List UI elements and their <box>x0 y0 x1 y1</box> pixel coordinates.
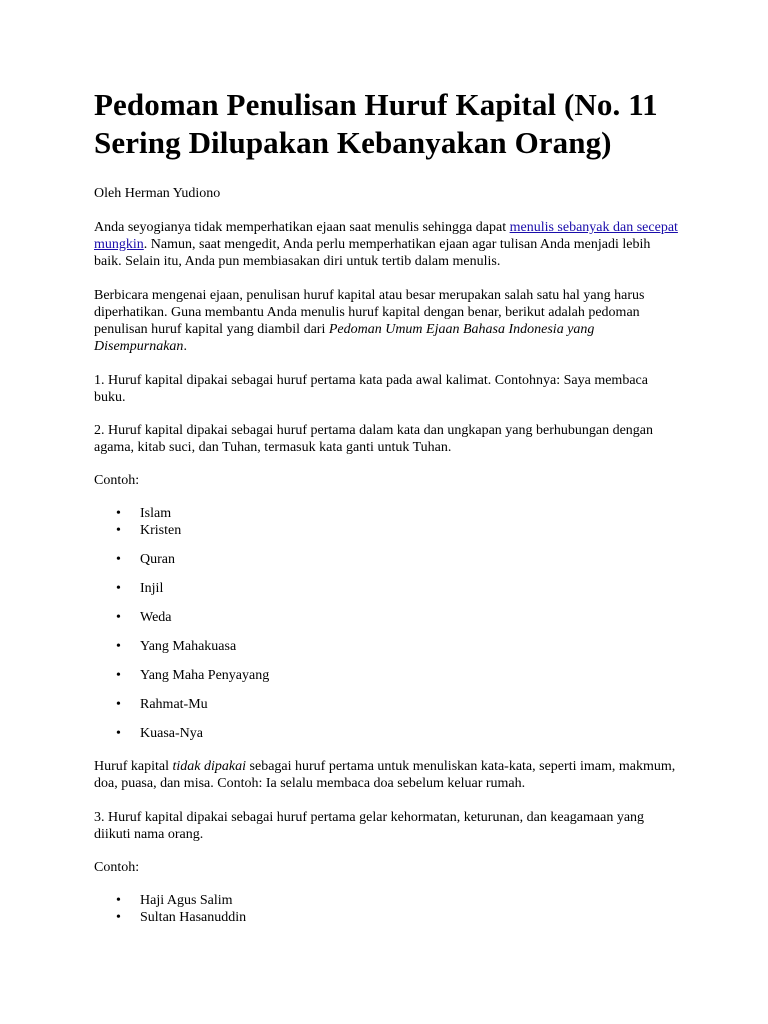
list-item: • Kristen <box>116 523 182 538</box>
bullet-icon: • <box>116 506 121 521</box>
example-label: Contoh: <box>94 860 140 875</box>
list-item: • Islam <box>116 506 172 521</box>
emphasis-not-used: tidak dipakai <box>172 759 247 774</box>
list-item: • Kuasa-Nya <box>116 726 203 741</box>
list-item: • Quran <box>116 552 175 567</box>
rule-3: 3. Huruf kapital dipakai sebagai huruf pertama gelar kehormatan, keturunan, dan keagamaan yang diikuti nama orang. <box>94 810 645 842</box>
bullet-icon: • <box>116 893 121 908</box>
list-item: • Injil <box>116 581 164 596</box>
bullet-icon: • <box>116 552 121 567</box>
religion-example-list <box>94 505 678 742</box>
author-byline: Oleh Herman Yudiono <box>94 186 221 201</box>
intro-text-before: Anda seyogianya tidak memperhatikan ejaan saat menulis sehingga dapat <box>94 220 510 235</box>
bullet-icon: • <box>116 726 121 741</box>
bullet-icon: • <box>116 668 121 683</box>
title-example-list <box>94 892 678 926</box>
list-item: • Haji Agus Salim <box>116 893 233 908</box>
bullet-icon: • <box>116 610 121 625</box>
write-fast-link[interactable]: menulis sebanyak dan secepat mungkin <box>94 220 678 252</box>
intro-text-after: . Namun, saat mengedit, Anda perlu memperhatikan ejaan agar tulisan Anda menjadi lebih baik. Selain itu, Anda pun membiasakan diri untuk tertib dalam menulis. <box>94 237 651 269</box>
lowercase-note: Huruf kapital tidak dipakai sebagai huruf pertama untuk menuliskan kata-kata, seperti imam, makmum, doa, puasa, dan misa. Contoh: Ia selalu membaca doa sebelum keluar rumah. <box>94 759 676 791</box>
context-text-before: Berbicara mengenai ejaan, penulisan huruf kapital atau besar merupakan salah satu hal yang harus diperhatikan. Guna membantu Anda menulis huruf kapital dengan benar, berikut adalah pedoman penulisan huruf kapital yang diambil dari <box>94 288 645 337</box>
list-item: • Yang Mahakuasa <box>116 639 237 654</box>
guideline-source-title: Pedoman Umum Ejaan Bahasa Indonesia yang Disempurnakan <box>94 322 595 354</box>
context-text-after: . <box>183 339 187 354</box>
bullet-icon: • <box>116 581 121 596</box>
list-item: • Rahmat-Mu <box>116 697 208 712</box>
list-item: • Yang Maha Penyayang <box>116 668 270 683</box>
page-title: Pedoman Penulisan Huruf Kapital (No. 11 Sering Dilupakan Kebanyakan Orang) <box>94 87 658 160</box>
intro-paragraph <box>94 219 678 270</box>
bullet-icon: • <box>116 639 121 654</box>
bullet-icon: • <box>116 910 121 925</box>
list-item: • Sultan Hasanuddin <box>116 910 247 925</box>
bullet-icon: • <box>116 523 121 538</box>
list-item: • Weda <box>116 610 172 625</box>
bullet-icon: • <box>116 697 121 712</box>
rule-2: 2. Huruf kapital dipakai sebagai huruf pertama dalam kata dan ungkapan yang berhubungan dengan agama, kitab suci, dan Tuhan, termasuk kata ganti untuk Tuhan. <box>94 423 654 455</box>
example-label: Contoh: <box>94 473 140 488</box>
rule-1: 1. Huruf kapital dipakai sebagai huruf pertama kata pada awal kalimat. Contohnya: Saya membaca buku. <box>94 373 648 405</box>
context-paragraph <box>94 287 678 355</box>
